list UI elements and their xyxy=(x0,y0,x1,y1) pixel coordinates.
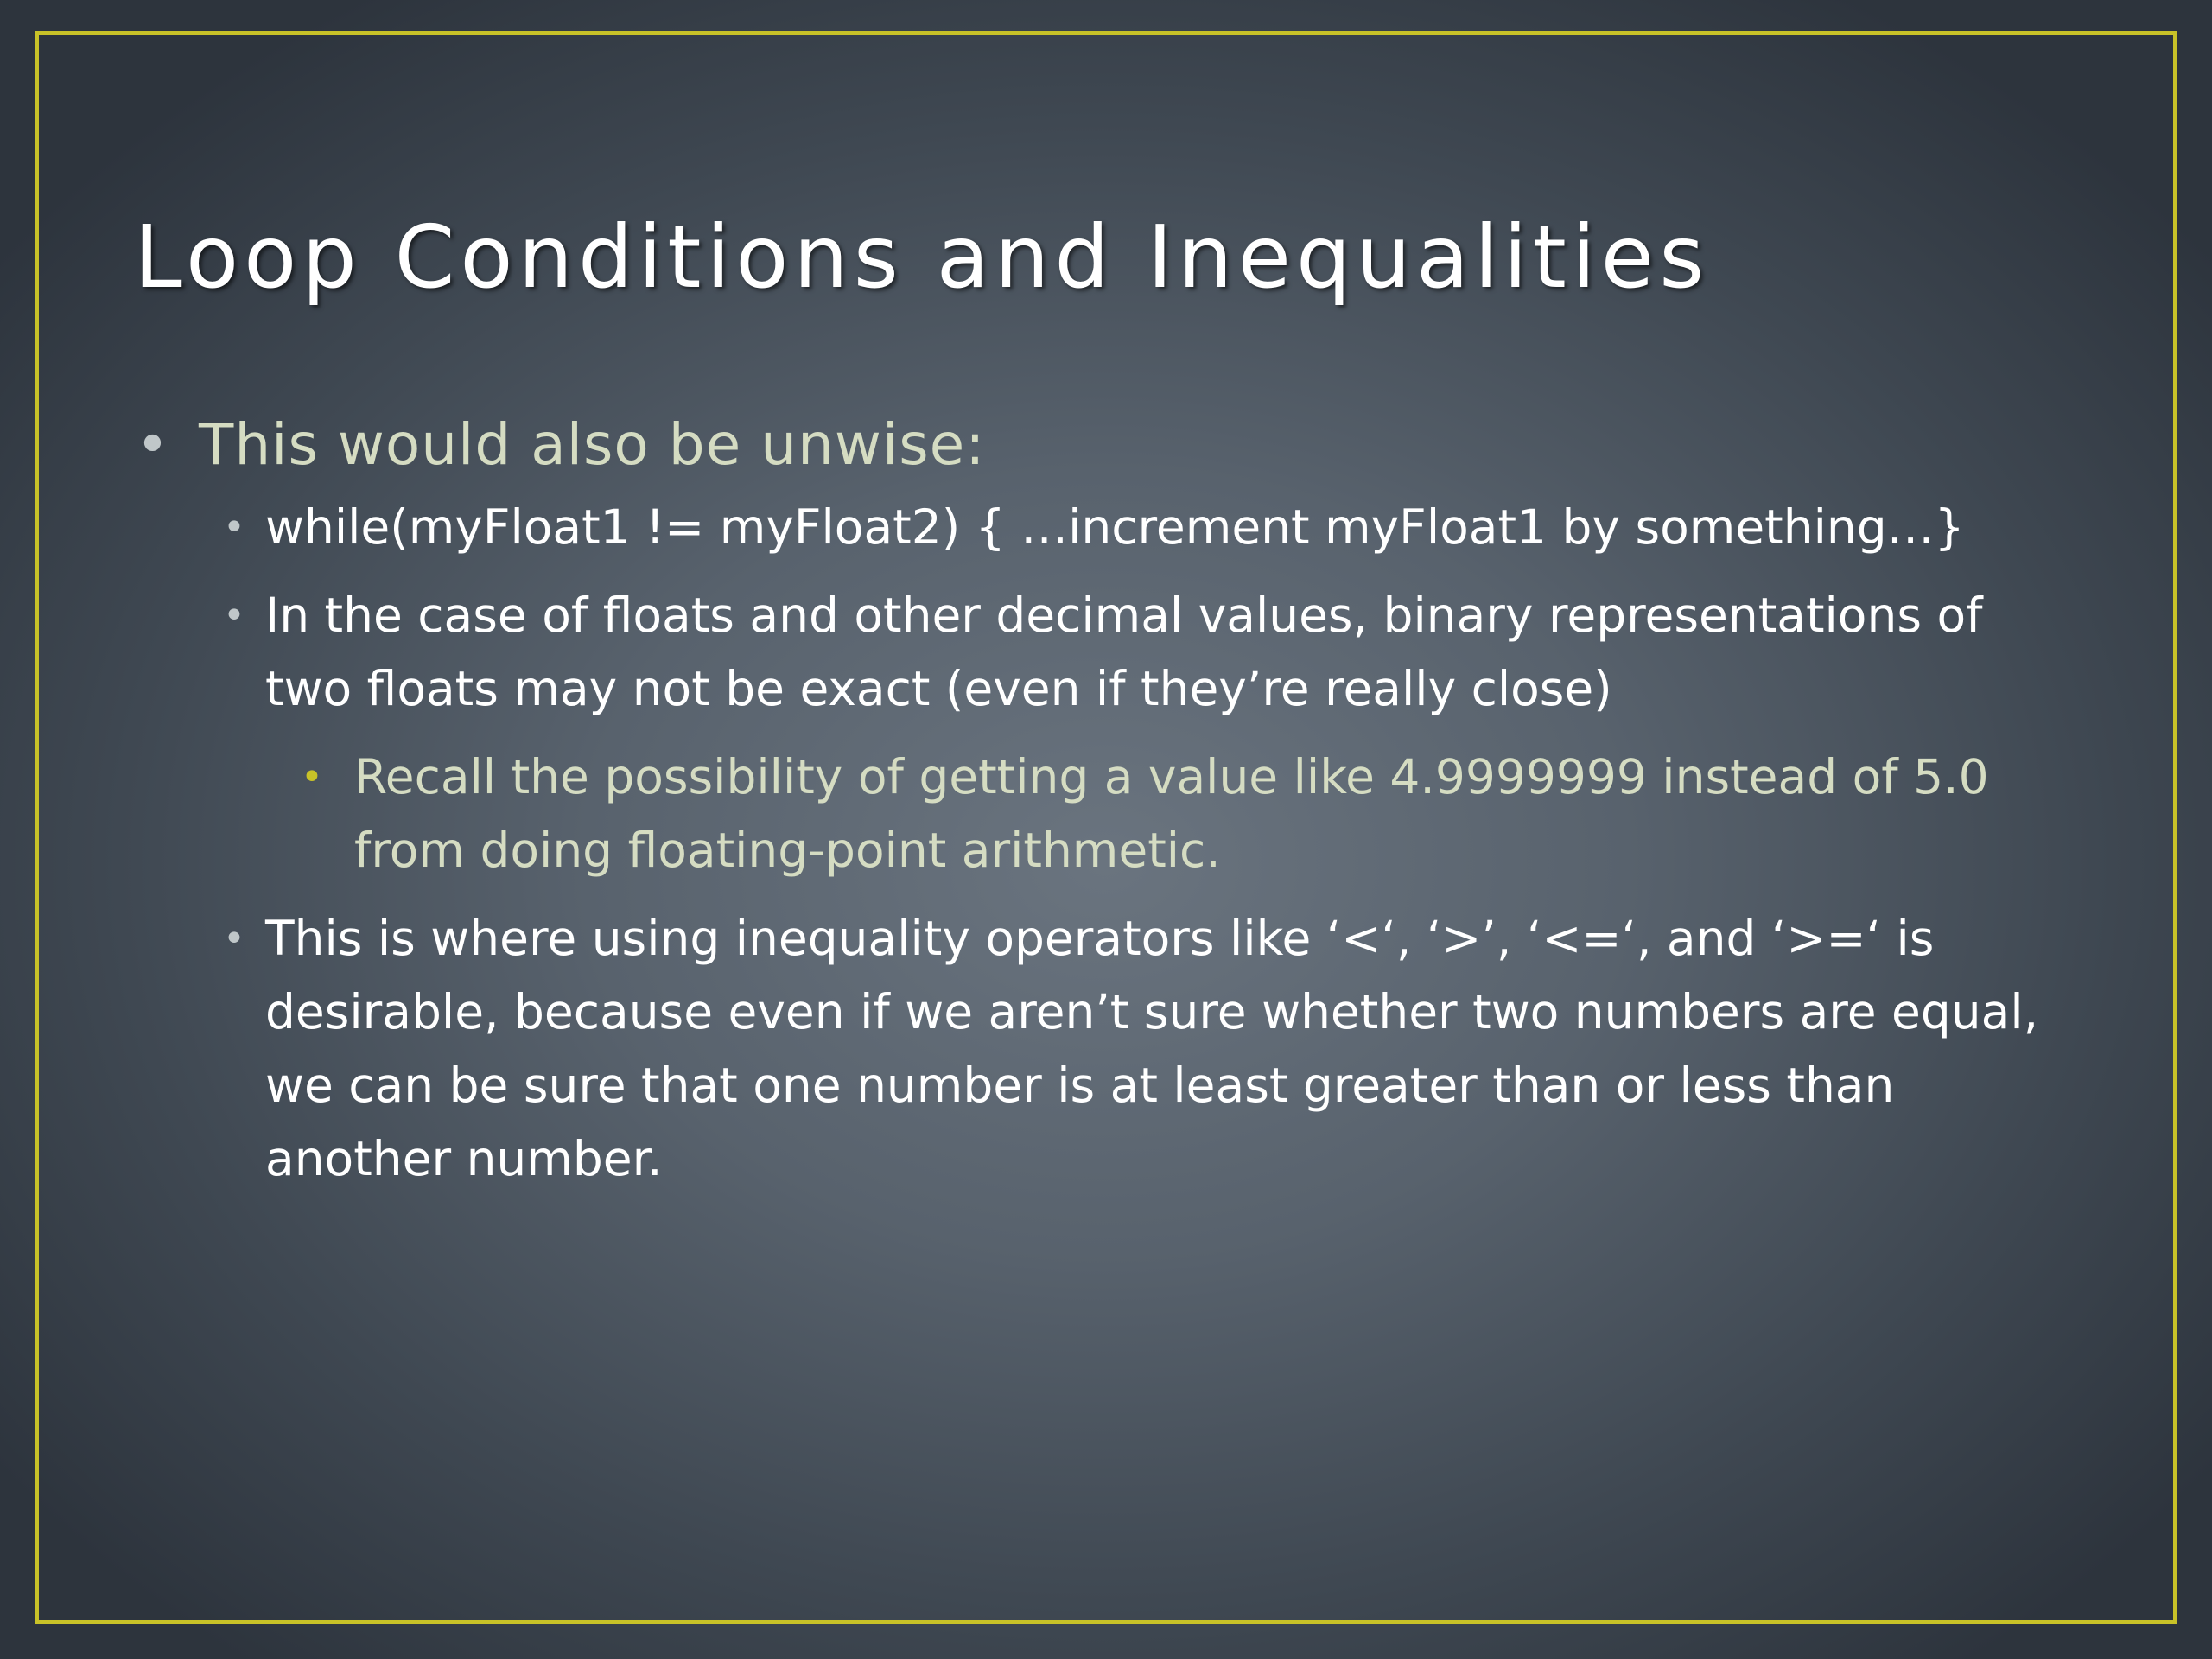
bullet-text: In the case of floats and other decimal values, binary representations of two floats may not be exact (even if they’re really close) xyxy=(265,588,1983,716)
bullet-marker: • xyxy=(301,755,323,799)
slide-title: Loop Conditions and Inequalities xyxy=(134,207,1710,308)
bullet-marker: • xyxy=(223,594,245,638)
bullet-item-level1 xyxy=(0,404,2212,486)
bullet-item-level2 xyxy=(0,491,2080,564)
bullet-item-level3 xyxy=(0,741,2082,887)
bullet-marker: • xyxy=(223,917,245,961)
slide-body xyxy=(0,404,2212,1211)
bullet-marker: • xyxy=(136,411,170,478)
bullet-text: Recall the possibility of getting a value like 4.9999999 instead of 5.0 from doing floating-point arithmetic. xyxy=(354,749,1989,878)
bullet-item-level2 xyxy=(0,579,2080,726)
bullet-text: This is where using inequality operators like ‘<‘, ‘>’, ‘<=‘, and ‘>=‘ is desirable, because even if we aren’t sure whether two numbers are equal, we can be sure that one number is at least greater than or less than another number. xyxy=(265,911,2039,1186)
bullet-text: This would also be unwise: xyxy=(199,411,986,478)
bullet-item-level2 xyxy=(0,902,2080,1196)
bullet-marker: • xyxy=(223,505,245,550)
bullet-text: while(myFloat1 != myFloat2) { …increment myFloat1 by something…} xyxy=(265,499,1965,555)
